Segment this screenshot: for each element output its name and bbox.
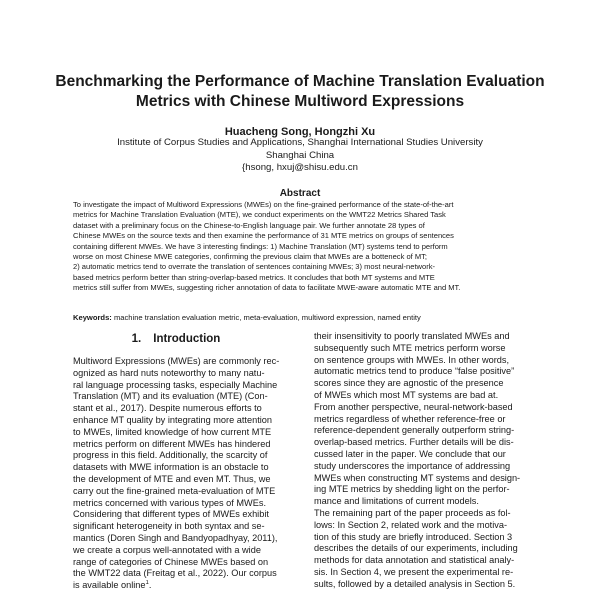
body-line: mantics (Doren Singh and Bandyopadhyay, 2011), [73, 532, 278, 543]
body-line: their insensitivity to poorly translated MWEs and [314, 331, 510, 341]
body-line: scores since they are agnostic of the presence [314, 378, 504, 389]
body-line: metrics concerned with various types of MWEs. [73, 497, 267, 508]
affiliation [40, 137, 560, 175]
abstract-line: Chinese MWEs on the source texts and then examine the performance of 31 MTE metrics on groups of sentences [73, 231, 454, 241]
body-text: . [148, 580, 152, 591]
section-heading [72, 331, 292, 347]
body-line: stant et al., 2017). Despite numerous efforts to [73, 403, 262, 414]
body-line: we create a corpus well-annotated with a wide [73, 544, 261, 555]
affiliation-line: Shanghai China [265, 149, 335, 161]
body-line: range of categories of Chinese MWEs based on [73, 556, 269, 567]
abstract-line: containing different MWEs. We have 3 interesting findings: 1) Machine Translation (MT) systems tend to perform [73, 241, 448, 251]
body-line: the WMT22 data (Freitag et al., 2022). Our corpus [73, 568, 277, 579]
keywords-label: Keywords: [73, 313, 112, 322]
section-number: 1. [131, 333, 142, 345]
abstract-line: metrics still suffer from MWEs, suggesting richer annotation of data to facilitate MWE-aware automatic MTE and MT. [73, 283, 461, 293]
body-line: From another perspective, neural-network-based [314, 401, 513, 412]
abstract-line: metrics for Machine Translation Evaluation (MTE), we conduct experiments on the WMT22 Metrics Shared Task [73, 210, 446, 220]
body-line: sis. In Section 4, we present the experimental re- [314, 566, 514, 577]
keywords-text: machine translation evaluation metric, meta-evaluation, multiword expression, named entity [113, 313, 421, 322]
body-line: overlap-based metrics. Further details will be dis- [314, 437, 514, 448]
body-line: metrics perform on different MWEs has hindered [73, 438, 271, 449]
body-line: progress in this field. Additionally, the scarcity of [73, 450, 268, 461]
body-line: enhance MT quality by integrating more attention [73, 414, 273, 425]
body-line: automatic metrics tend to produce “false positive” [314, 366, 515, 377]
body-line: to MWEs, limited knowledge of how current MTE [73, 426, 272, 437]
body-line: subsequently such MTE metrics perform worse [314, 342, 506, 353]
body-line: the development of MTE and even MT. Thus, we [73, 473, 271, 484]
abstract-line: dataset with a preliminary focus on the Chinese-to-English language pair. We further annotate 28 types of [73, 220, 425, 230]
affiliation-line: Institute of Corpus Studies and Applications, Shanghai International Studies University [117, 137, 483, 148]
body-line: Multiword Expressions (MWEs) are commonly rec- [73, 356, 280, 366]
body-line: metrics regardless of whether reference-free or [314, 413, 506, 424]
body-line: ing MTE metrics by shedding light on the perfor- [314, 484, 510, 495]
section-title: Introduction [153, 333, 221, 345]
body-line: ognized as hard nuts noteworthy to many natu- [73, 367, 265, 378]
body-line: significant heterogeneity in both syntax and se- [73, 521, 265, 532]
body-line: sults, followed by a detailed analysis in Section 5. [314, 578, 516, 589]
body-line: methods for data annotation and statistical analy- [314, 555, 515, 566]
body-line: Translation (MT) and its evaluation (MTE) (Con- [73, 391, 268, 402]
body-line: carry out the fine-grained meta-evaluation of MTE [73, 485, 276, 496]
body-line: ral language processing tasks, especially Machine [73, 379, 278, 390]
left-column [73, 356, 301, 592]
body-line: reference-dependent generally outperform string- [314, 425, 515, 436]
paper-title [40, 72, 560, 112]
body-line: tion of this study are briefly introduced. Section 3 [314, 531, 513, 542]
keywords [73, 313, 543, 323]
body-line-last [73, 580, 301, 592]
title-line: Benchmarking the Performance of Machine Translation Evaluation [55, 73, 545, 90]
email-line: {hsong, hxuj@shisu.edu.cn [242, 162, 358, 173]
abstract-body [73, 200, 533, 294]
abstract-heading: Abstract [279, 188, 321, 199]
footnote-marker[interactable]: 1 [145, 580, 149, 587]
body-line: datasets with MWE information is an obstacle to [73, 462, 269, 473]
body-line: on sentence groups with MWEs. In other words, [314, 354, 510, 365]
authors: Huacheng Song, Hongzhi Xu [224, 126, 376, 138]
body-line: MWEs when constructing MT systems and design- [314, 472, 521, 483]
body-line: Considering that different types of MWEs exhibit [73, 509, 269, 520]
right-column [314, 331, 542, 591]
body-line: lows: In Section 2, related work and the motiva- [314, 519, 508, 530]
body-line: cussed later in the paper. We conclude that our [314, 448, 506, 459]
body-line: The remaining part of the paper proceeds as fol- [314, 507, 511, 518]
abstract-line: based metrics perform better than string-overlap-based metrics. It concludes that both MT systems and MTE [73, 272, 435, 282]
abstract-line: 2) automatic metrics tend to overrate the translation of sentences containing MWEs; 3) most neural-network- [73, 262, 435, 272]
abstract-line: To investigate the impact of Multiword Expressions (MWEs) on the fine-grained performance of the state-of-the-art [73, 200, 454, 209]
body-line: study underscores the importance of addressing [314, 460, 511, 471]
body-line: describes the details of our experiments, including [314, 543, 518, 554]
abstract-line: worse on most Chinese MWE categories, confirming the previous claim that MWEs are a botteneck of MT; [73, 252, 428, 262]
title-line: Metrics with Chinese Multiword Expressions [135, 93, 465, 110]
body-line: mance and limitations of current models. [314, 496, 479, 507]
body-text: is available online [73, 580, 146, 591]
body-line: of MWEs which most MT systems are bad at. [314, 389, 499, 400]
